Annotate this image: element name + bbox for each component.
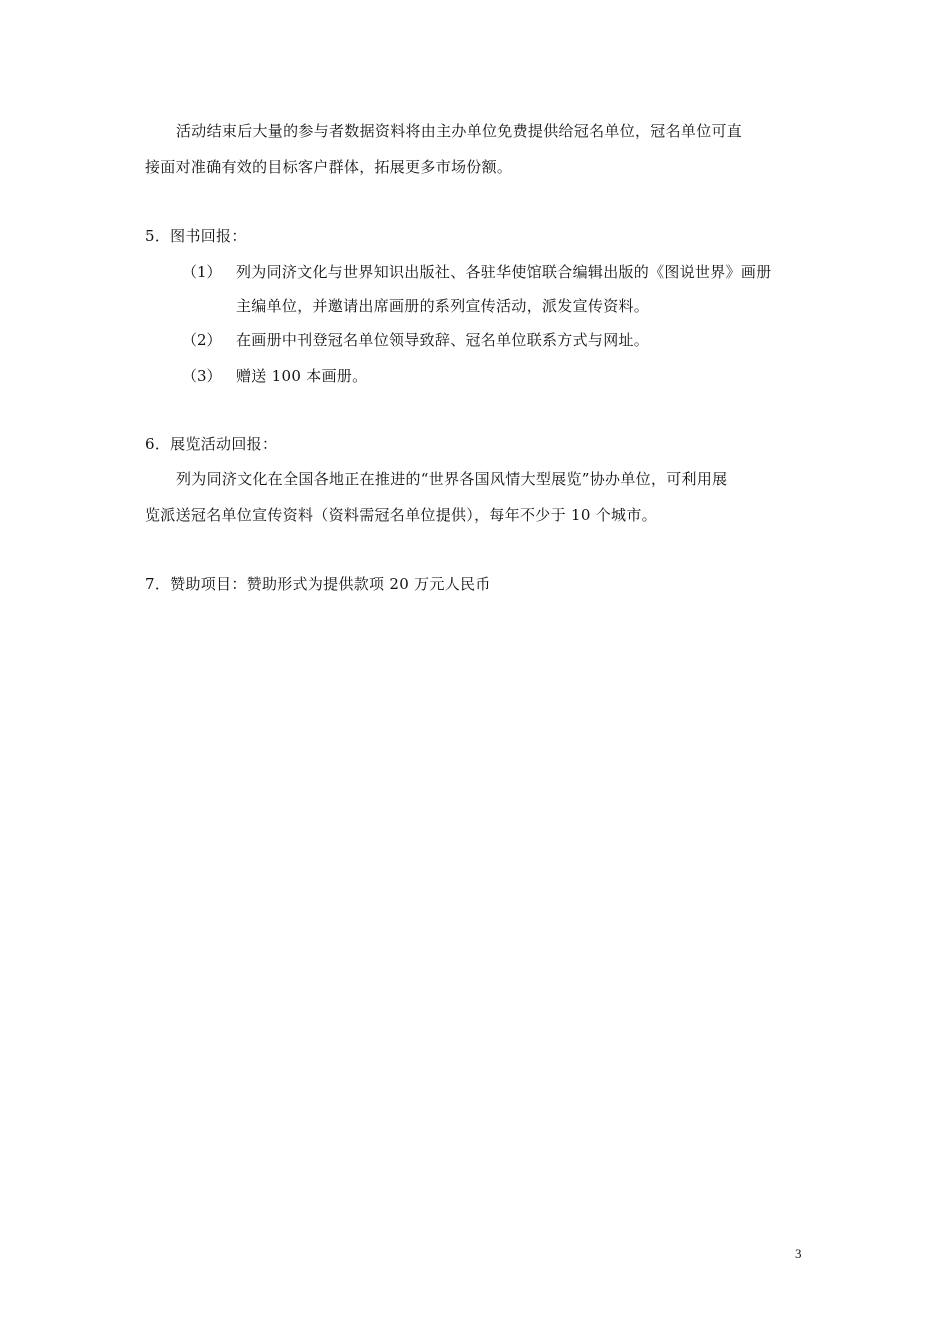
section5-item1-line2: 主编单位，并邀请出席画册的系列宣传活动，派发宣传资料。 [236,297,650,315]
section5-item3-line1: 赠送 100 本画册。 [236,367,368,385]
section5-item2-line1: 在画册中刊登冠名单位领导致辞、冠名单位联系方式与网址。 [236,331,650,349]
section6-heading: 6．展览活动回报： [145,435,278,453]
section6-line-1: 列为同济文化在全国各地正在推进的“世界各国风情大型展览”协办单位，可利用展 [176,470,728,488]
section7-text: 7．赞助项目：赞助形式为提供款项 20 万元人民币 [145,575,491,593]
section5-heading: 5．图书回报： [145,227,247,245]
section5-item1-number: （1） [182,263,222,281]
section5-item1-line1: 列为同济文化与世界知识出版社、各驻华使馆联合编辑出版的《图说世界》画册 [236,263,772,281]
section5-item3-number: （3） [182,367,222,385]
intro-line-2: 接面对准确有效的目标客户群体，拓展更多市场份额。 [145,158,513,176]
section5-item2-number: （2） [182,331,222,349]
intro-line-1: 活动结束后大量的参与者数据资料将由主办单位免费提供给冠名单位，冠名单位可直 [176,122,743,140]
page-number: 3 [795,1246,802,1261]
section6-line-2: 览派送冠名单位宣传资料（资料需冠名单位提供），每年不少于 10 个城市。 [145,506,657,524]
